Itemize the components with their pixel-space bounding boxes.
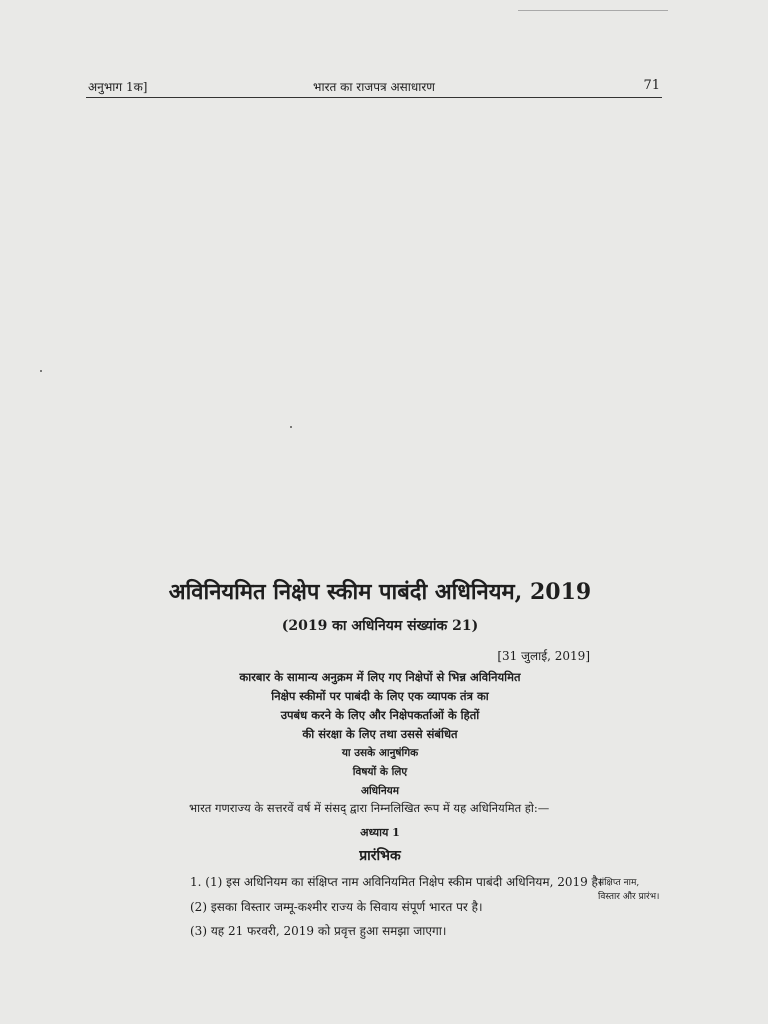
- long-title: [120, 668, 640, 801]
- long-title-line: उपबंध करने के लिए और निक्षेपकर्ताओं के हितों: [280, 708, 480, 722]
- long-title-line: अधिनियम: [360, 785, 400, 797]
- header-gazette-title: भारत का राजपत्र असाधारण: [313, 80, 435, 94]
- chapter-number: अध्याय 1: [360, 826, 400, 839]
- section-1-1: 1. (1) इस अधिनियम का संक्षिप्त नाम अविनियमित निक्षेप स्कीम पाबंदी अधिनियम, 2019 है।: [190, 875, 603, 889]
- section-1-2: (2) इसका विस्तार जम्मू-कश्मीर राज्य के सिवाय संपूर्ण भारत पर है।: [190, 900, 483, 914]
- marginal-note-line: विस्तार और प्रारंभ।: [598, 892, 660, 902]
- act-date: [31 जुलाई, 2019]: [497, 649, 590, 663]
- enacting-formula: भारत गणराज्य के सत्तरवें वर्ष में संसद् द्वारा निम्नलिखित रूप में यह अधिनियमित हो:—: [189, 801, 550, 815]
- long-title-line: विषयों के लिए: [352, 766, 408, 778]
- act-title: अविनियमित निक्षेप स्कीम पाबंदी अधिनियम, 2019: [168, 579, 592, 605]
- long-title-line: या उसके आनुषंगिक: [341, 747, 419, 759]
- marginal-note: [598, 876, 659, 904]
- act-number: (2019 का अधिनियम संख्यांक 21): [281, 618, 479, 634]
- chapter-title: प्रारंभिक: [359, 848, 401, 864]
- long-title-line: कारबार के सामान्य अनुक्रम में लिए गए निक्षेपों से भिन्न अविनियमित: [239, 670, 521, 684]
- long-title-line: की संरक्षा के लिए तथा उससे संबंधित: [302, 727, 458, 741]
- marginal-note-line: संक्षिप्त नाम,: [598, 878, 640, 888]
- running-header: [88, 78, 660, 96]
- scan-artifact-line: [518, 10, 668, 11]
- page-number: 71: [643, 78, 660, 93]
- header-section: अनुभाग 1क]: [88, 80, 148, 94]
- header-rule: [86, 97, 662, 98]
- long-title-line: निक्षेप स्कीमों पर पाबंदी के लिए एक व्यापक तंत्र का: [271, 689, 489, 703]
- section-1-3: (3) यह 21 फरवरी, 2019 को प्रवृत्त हुआ समझा जाएगा।: [190, 924, 447, 938]
- scan-speck: [290, 426, 292, 428]
- scan-speck: [40, 370, 42, 372]
